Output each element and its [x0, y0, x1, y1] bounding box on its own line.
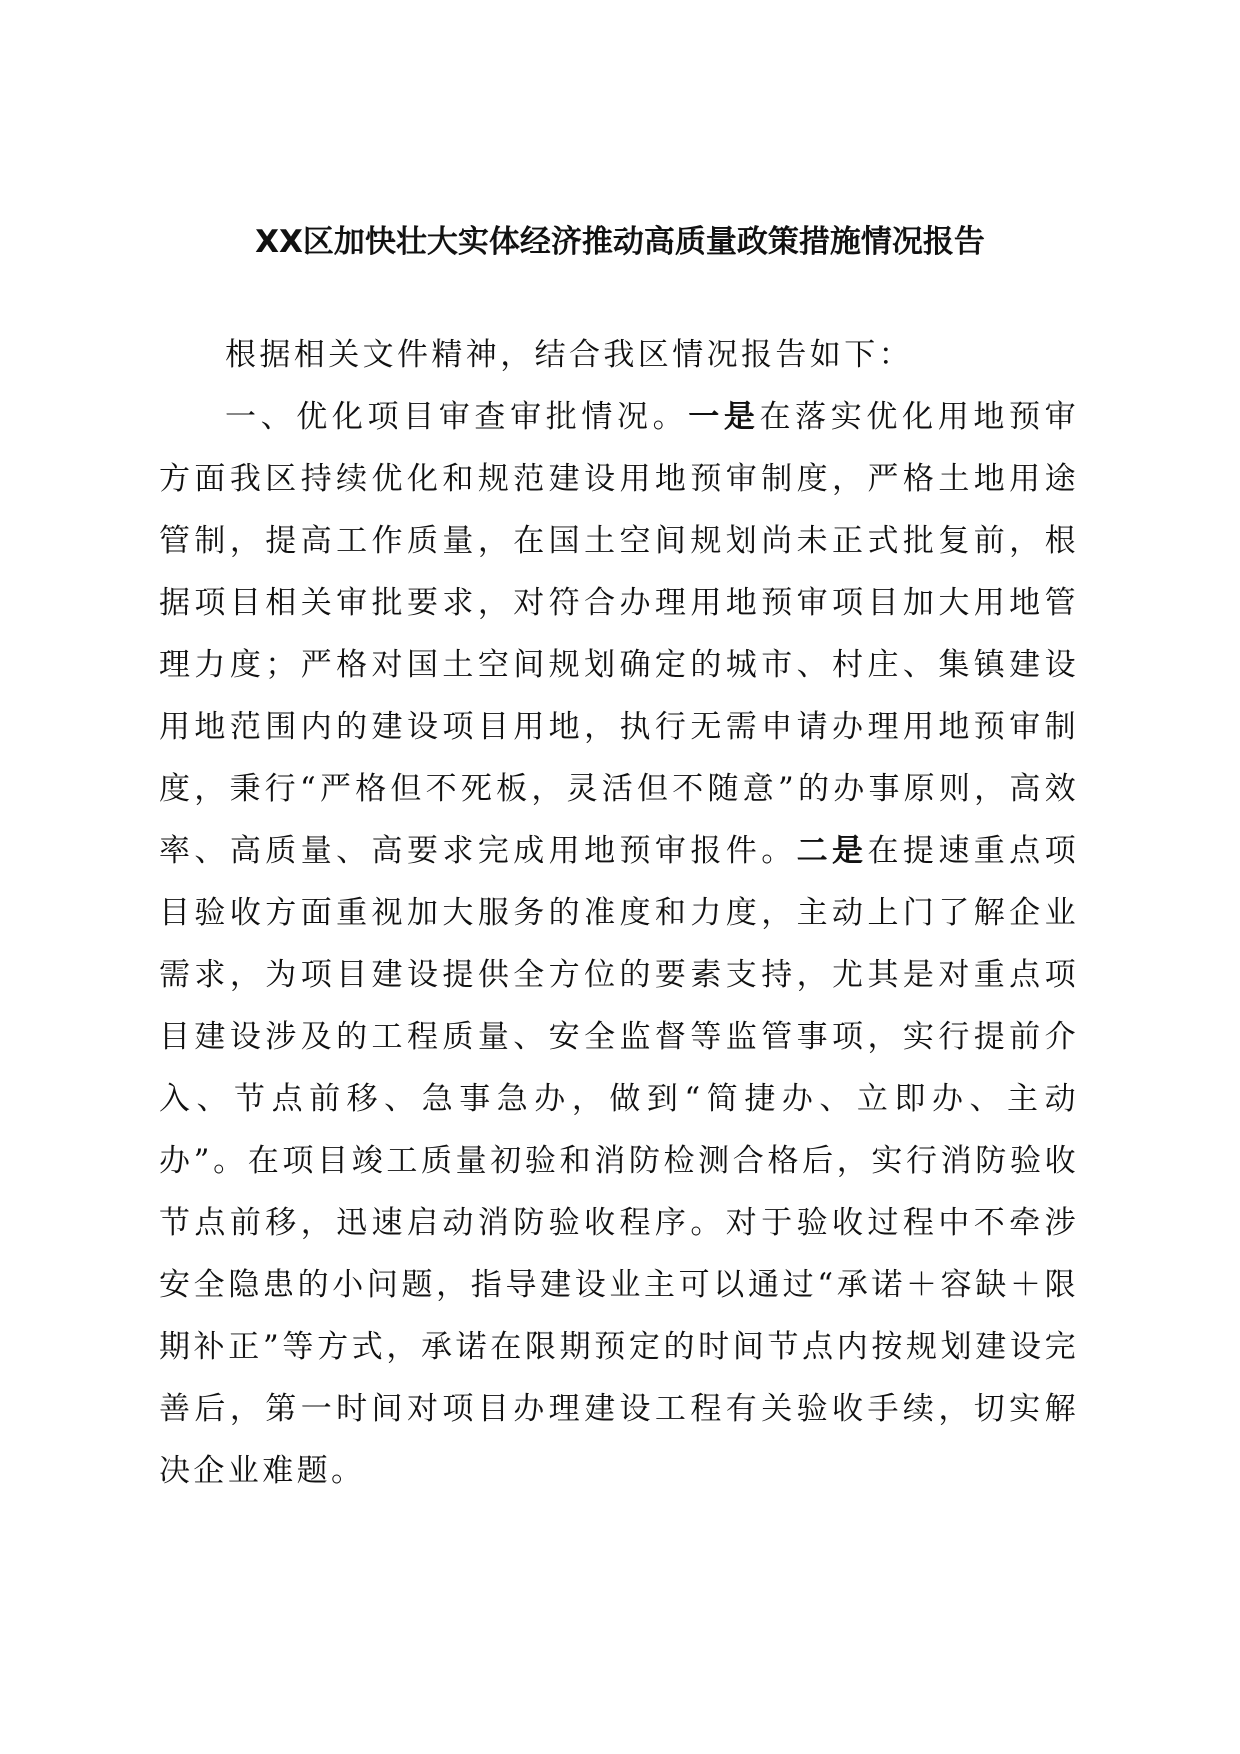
point-2-text: 在提速重点项目验收方面重视加大服务的准度和力度，主动上门了解企业需求，为项目建设提供全方位的要素支持，尤其是对重点项目建设涉及的工程质量、安全监督等监管事项，实行提前介入、节点前移、急事急办，做到“简捷办、立即办、主动办”。在项目竣工质量初验和消防检测合格后，实行消防验收节点前移，迅速启动消防验收程序。对于验收过程中不牵涉安全隐患的小问题，指导建设业主可以通过“承诺＋容缺＋限期补正”等方式，承诺在限期预定的时间节点内按规划建设完善后，第一时间对项目办理建设工程有关验收手续，切实解决企业难题。 [159, 833, 1079, 1489]
section-1-heading: 一、优化项目审查审批情况。 [225, 399, 689, 435]
point-2-lead: 二是 [796, 833, 868, 869]
section-1-paragraph [159, 386, 1079, 1502]
document-title: XX区加快壮大实体经济推动高质量政策措施情况报告 [255, 224, 985, 260]
point-1-text: 在落实优化用地预审方面我区持续优化和规范建设用地预审制度，严格土地用途管制，提高工作质量，在国土空间规划尚未正式批复前，根据项目相关审批要求，对符合办理用地预审项目加大用地管理力度；严格对国土空间规划确定的城市、村庄、集镇建设用地范围内的建设项目用地，执行无需申请办理用地预审制度，秉行“严格但不死板，灵活但不随意”的办事原则，高效率、高质量、高要求完成用地预审报件。 [159, 399, 1079, 869]
intro-paragraph [159, 324, 1079, 386]
point-1-lead: 一是 [688, 399, 760, 435]
document-body [159, 324, 1079, 1502]
intro-text: 根据相关文件精神，结合我区情况报告如下： [225, 337, 913, 373]
